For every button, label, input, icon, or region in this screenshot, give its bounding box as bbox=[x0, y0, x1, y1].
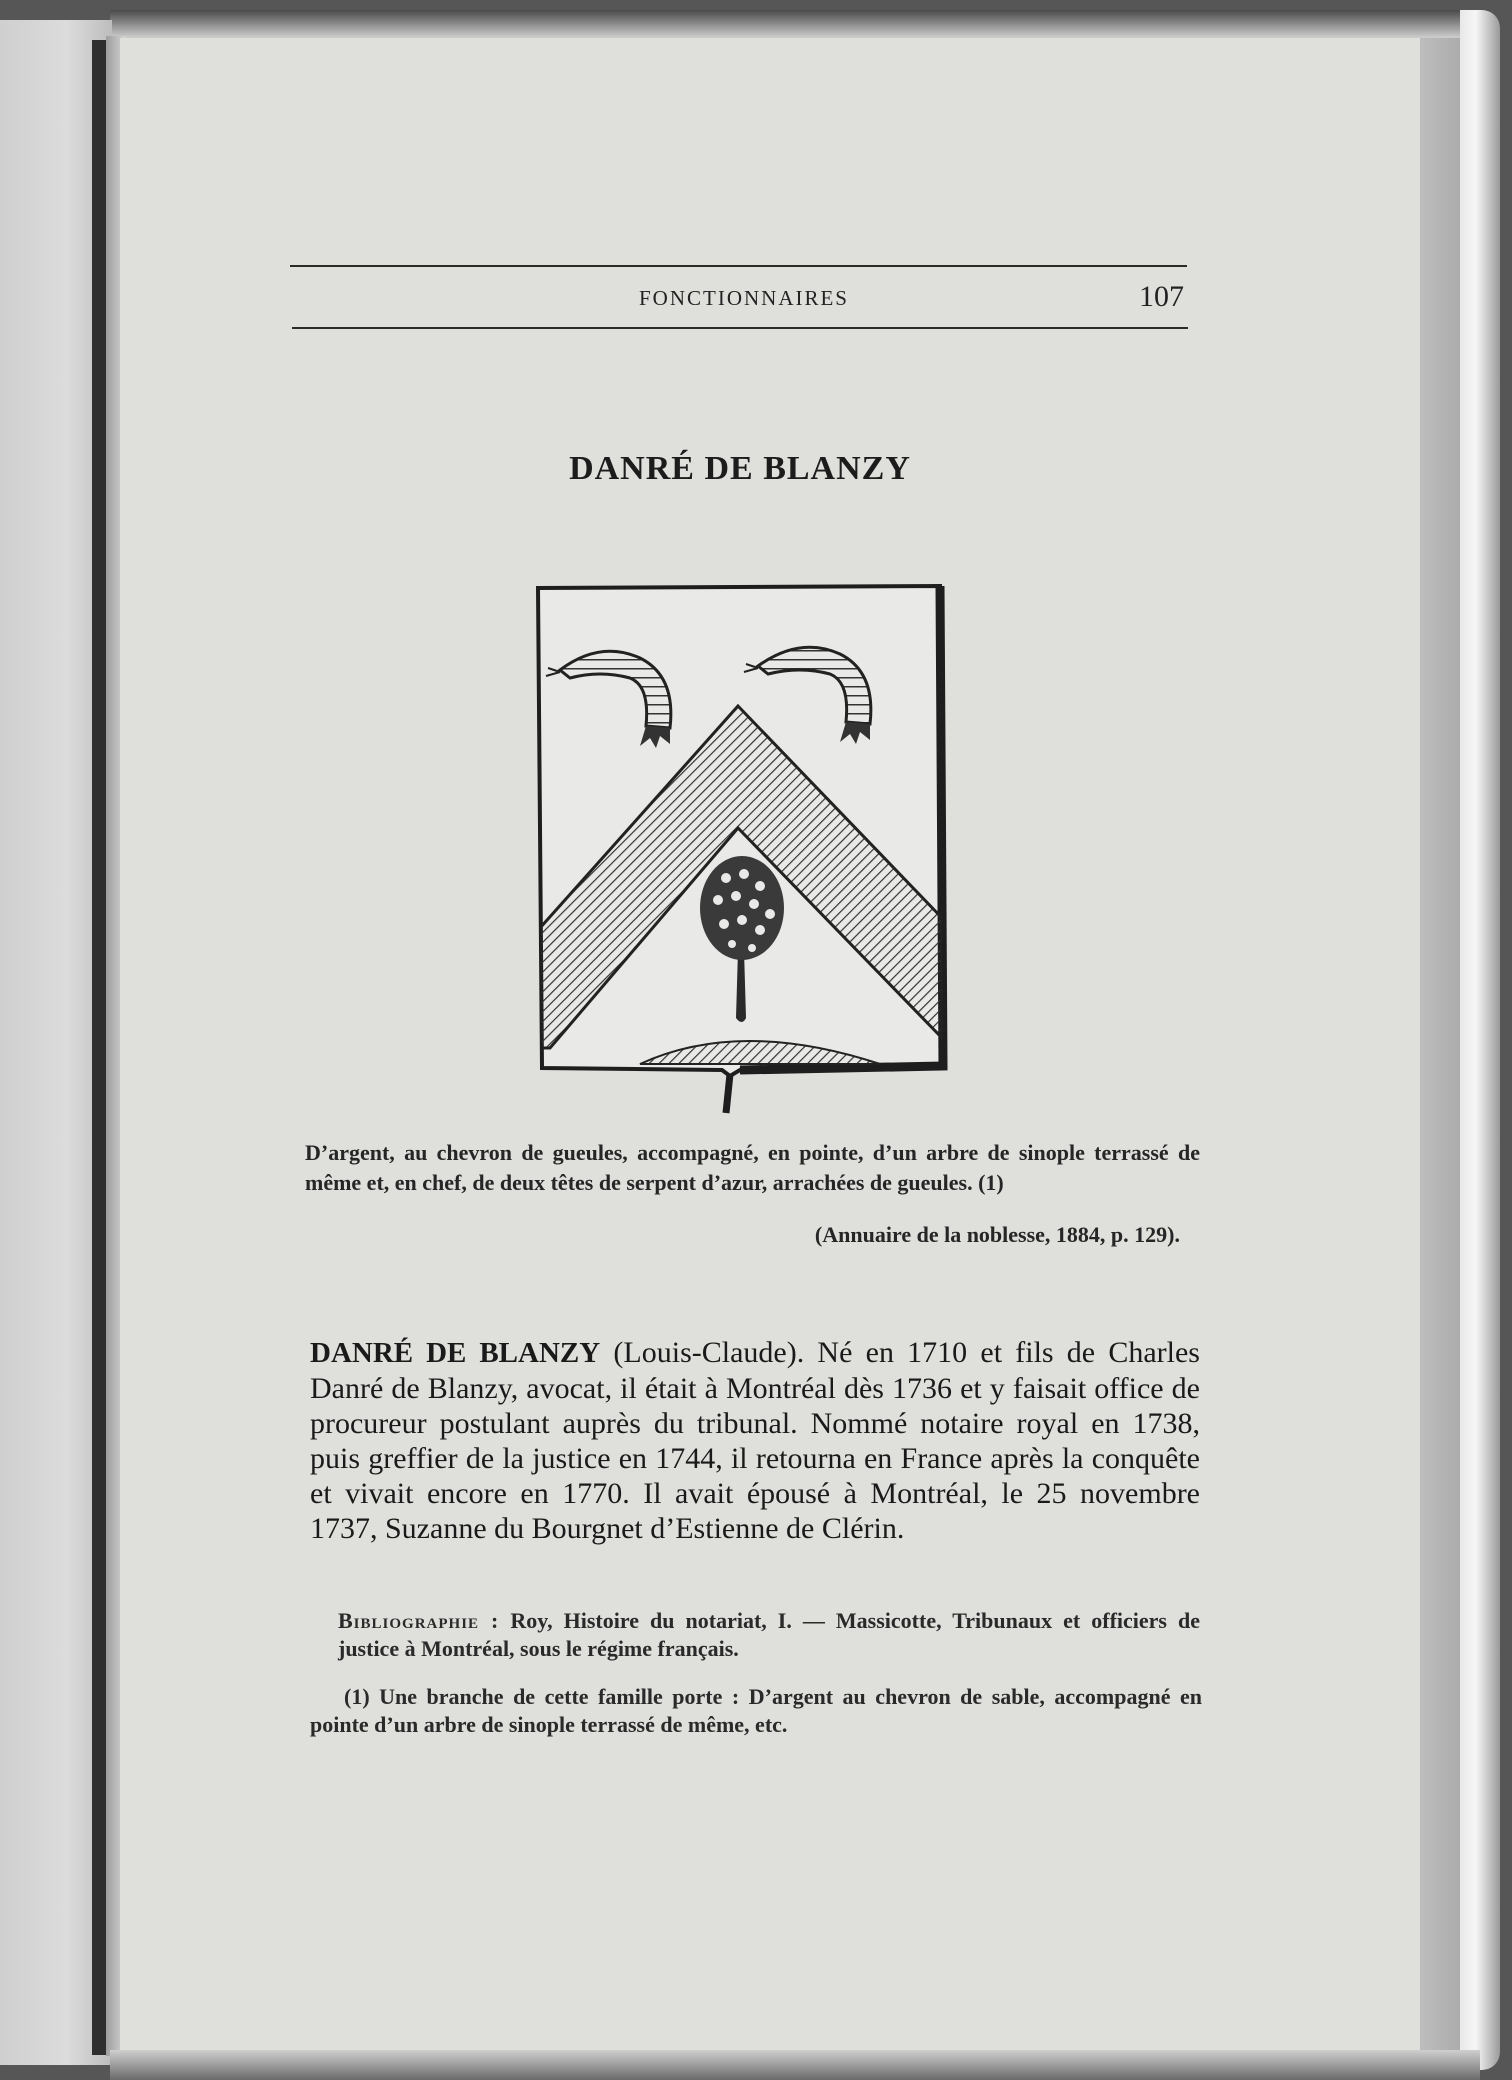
book-right-cover bbox=[1460, 10, 1500, 2070]
biography-paragraph bbox=[310, 1335, 1200, 1546]
blazon-source: (Annuaire de la noblesse, 1884, p. 129). bbox=[814, 1222, 1180, 1247]
running-title: FONCTIONNAIRES bbox=[638, 286, 849, 310]
bibliography bbox=[338, 1607, 1200, 1663]
header-rule-top bbox=[290, 265, 1187, 267]
blazon-text: D’argent, au chevron de gueules, accompagné, en pointe, d’un arbre de sinople terrassé de même et, en chef, de deux têtes de serpent d’azur, arrachées de gueules. (1) bbox=[305, 1140, 1200, 1195]
biography-text: (Louis-Claude). Né en 1710 et fils de Charles Danré de Blanzy, avocat, il était à Montréal dès 1736 et y faisait office de procureur postulant auprès du tribunal. Nommé notaire royal en 1738, puis greffier de la justice en 1744, il retourna en France après la conquête et vivait encore en 1770. Il avait épousé à Montréal, le 25 novembre 1737, Suzanne du Bourgnet d’Estienne de Clérin. bbox=[310, 1336, 1200, 1545]
coat-of-arms-shield-icon bbox=[530, 578, 960, 1118]
bibliography-label: Bibliographie : bbox=[338, 1608, 500, 1633]
book-bottom-edge bbox=[110, 2050, 1480, 2080]
left-page-shadow bbox=[92, 40, 106, 2055]
page-number: 107 bbox=[1139, 280, 1184, 313]
book-top-cover bbox=[110, 10, 1490, 40]
footnote: (1) Une branche de cette famille porte : D’argent au chevron de sable, accompagné en pointe d’un arbre de sinople terrassé de même, etc. bbox=[310, 1684, 1202, 1737]
bibliography-text: Roy, Histoire du notariat, I. — Massicotte, Tribunaux et officiers de justice à Montréal, sous le régime français. bbox=[338, 1608, 1200, 1661]
header-rule-bottom bbox=[292, 327, 1188, 329]
biography-name: DANRÉ DE BLANZY bbox=[310, 1337, 601, 1369]
page-title: DANRÉ DE BLANZY bbox=[569, 450, 911, 487]
running-head bbox=[290, 280, 1190, 318]
